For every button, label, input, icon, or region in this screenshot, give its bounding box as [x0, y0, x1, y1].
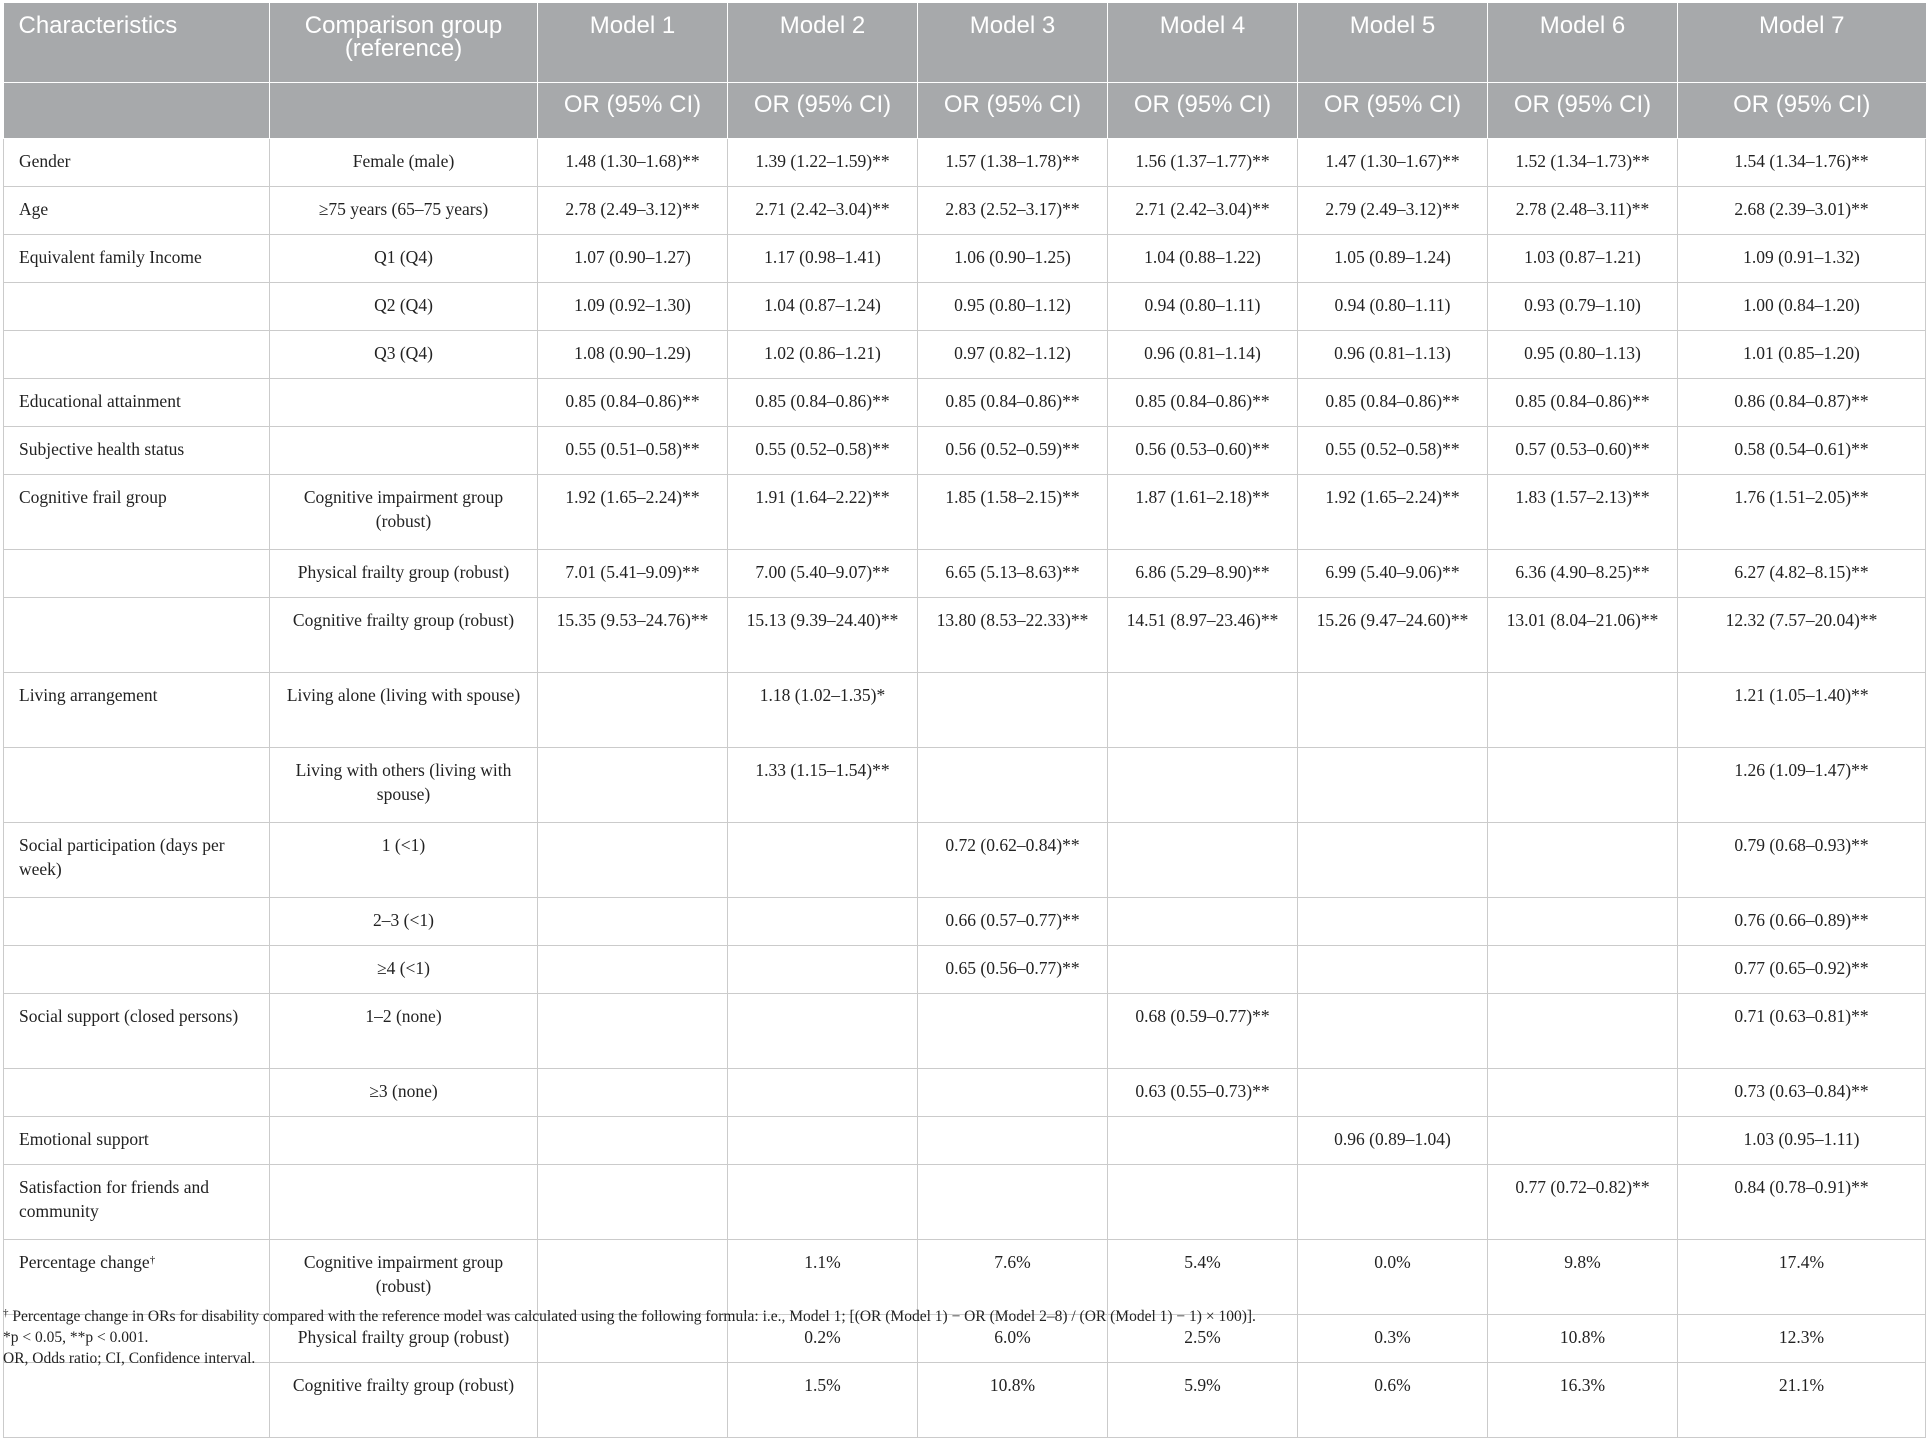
cell-model-4: [1108, 1117, 1298, 1165]
characteristic-label: Social support (closed persons): [19, 1006, 239, 1026]
cell-model-7: 0.73 (0.63–0.84)**: [1678, 1069, 1926, 1117]
cell-model-1: [538, 673, 728, 748]
header-blank: [4, 83, 270, 139]
cell-model-6: [1488, 994, 1678, 1069]
header-or-ci: OR (95% CI): [728, 83, 918, 139]
cell-model-3: 1.85 (1.58–2.15)**: [918, 475, 1108, 550]
header-model-3: Model 3: [918, 3, 1108, 83]
cell-model-2: 1.33 (1.15–1.54)**: [728, 748, 918, 823]
table-row: [4, 331, 1926, 379]
characteristic-label: Educational attainment: [19, 391, 181, 411]
cell-comparison-group: 1–2 (none): [270, 994, 538, 1069]
cell-model-6: [1488, 1117, 1678, 1165]
cell-model-7: 1.00 (0.84–1.20): [1678, 283, 1926, 331]
cell-model-1: [538, 1363, 728, 1438]
cell-model-4: [1108, 748, 1298, 823]
cell-model-1: [538, 1165, 728, 1240]
cell-comparison-group: Q3 (Q4): [270, 331, 538, 379]
cell-comparison-group: Physical frailty group (robust): [270, 1315, 538, 1363]
cell-model-6: [1488, 823, 1678, 898]
cell-model-6: 2.78 (2.48–3.11)**: [1488, 187, 1678, 235]
cell-comparison-group: Cognitive impairment group (robust): [270, 475, 538, 550]
cell-characteristic: [4, 1363, 270, 1438]
cell-model-4: [1108, 946, 1298, 994]
dagger-mark: †: [3, 1307, 9, 1319]
cell-model-7: 6.27 (4.82–8.15)**: [1678, 550, 1926, 598]
cell-comparison-group: 2–3 (<1): [270, 898, 538, 946]
header-model-5: Model 5: [1298, 3, 1488, 83]
cell-model-7: 0.77 (0.65–0.92)**: [1678, 946, 1926, 994]
cell-model-4: [1108, 673, 1298, 748]
characteristic-label: Emotional support: [19, 1129, 149, 1149]
cell-model-7: 0.84 (0.78–0.91)**: [1678, 1165, 1926, 1240]
table-row: [4, 598, 1926, 673]
odds-ratio-table: [3, 3, 1926, 1438]
table-row: [4, 898, 1926, 946]
cell-model-5: 1.92 (1.65–2.24)**: [1298, 475, 1488, 550]
cell-model-5: 0.3%: [1298, 1315, 1488, 1363]
cell-comparison-group: [270, 427, 538, 475]
cell-model-7: 1.21 (1.05–1.40)**: [1678, 673, 1926, 748]
cell-characteristic: [4, 748, 270, 823]
cell-model-3: [918, 673, 1108, 748]
cell-model-1: 1.07 (0.90–1.27): [538, 235, 728, 283]
cell-model-6: 13.01 (8.04–21.06)**: [1488, 598, 1678, 673]
footnote-abbreviations: OR, Odds ratio; CI, Confidence interval.: [3, 1350, 256, 1367]
cell-characteristic: [4, 550, 270, 598]
cell-model-7: 0.76 (0.66–0.89)**: [1678, 898, 1926, 946]
cell-characteristic: [4, 331, 270, 379]
cell-model-5: 0.96 (0.81–1.13): [1298, 331, 1488, 379]
cell-model-6: 0.77 (0.72–0.82)**: [1488, 1165, 1678, 1240]
cell-characteristic: [4, 235, 270, 283]
cell-characteristic: [4, 898, 270, 946]
cell-characteristic: [4, 673, 270, 748]
cell-model-1: 2.78 (2.49–3.12)**: [538, 187, 728, 235]
cell-comparison-group: Living with others (living with spouse): [270, 748, 538, 823]
cell-model-3: [918, 1165, 1108, 1240]
cell-model-4: 0.63 (0.55–0.73)**: [1108, 1069, 1298, 1117]
cell-model-3: [918, 748, 1108, 823]
table-header: [4, 3, 1926, 139]
cell-model-3: [918, 1069, 1108, 1117]
cell-model-2: 1.04 (0.87–1.24): [728, 283, 918, 331]
cell-model-2: [728, 823, 918, 898]
header-model-2: Model 2: [728, 3, 918, 83]
cell-model-3: 0.66 (0.57–0.77)**: [918, 898, 1108, 946]
characteristic-label: Cognitive frail group: [19, 487, 167, 507]
cell-model-4: 6.86 (5.29–8.90)**: [1108, 550, 1298, 598]
cell-model-3: 0.72 (0.62–0.84)**: [918, 823, 1108, 898]
header-subrow: [4, 83, 1926, 139]
table-row: [4, 235, 1926, 283]
cell-model-1: 15.35 (9.53–24.76)**: [538, 598, 728, 673]
table-row: [4, 139, 1926, 187]
cell-model-7: 1.54 (1.34–1.76)**: [1678, 139, 1926, 187]
header-or-ci: OR (95% CI): [1678, 83, 1926, 139]
header-model-4: Model 4: [1108, 3, 1298, 83]
header-comparison-group: Comparison group (reference): [270, 3, 538, 83]
cell-model-2: 0.85 (0.84–0.86)**: [728, 379, 918, 427]
cell-model-5: [1298, 823, 1488, 898]
cell-model-7: 0.71 (0.63–0.81)**: [1678, 994, 1926, 1069]
cell-model-1: 0.85 (0.84–0.86)**: [538, 379, 728, 427]
cell-model-4: 2.71 (2.42–3.04)**: [1108, 187, 1298, 235]
cell-model-5: 6.99 (5.40–9.06)**: [1298, 550, 1488, 598]
cell-comparison-group: Female (male): [270, 139, 538, 187]
cell-model-6: 9.8%: [1488, 1240, 1678, 1315]
cell-characteristic: [4, 823, 270, 898]
header-blank: [270, 83, 538, 139]
cell-comparison-group: [270, 379, 538, 427]
cell-comparison-group: Physical frailty group (robust): [270, 550, 538, 598]
header-characteristics: Characteristics: [4, 3, 270, 83]
cell-model-6: 0.95 (0.80–1.13): [1488, 331, 1678, 379]
cell-model-1: 7.01 (5.41–9.09)**: [538, 550, 728, 598]
cell-model-5: 1.47 (1.30–1.67)**: [1298, 139, 1488, 187]
cell-comparison-group: [270, 1117, 538, 1165]
cell-model-4: 0.68 (0.59–0.77)**: [1108, 994, 1298, 1069]
cell-model-4: 0.94 (0.80–1.11): [1108, 283, 1298, 331]
cell-comparison-group: ≥4 (<1): [270, 946, 538, 994]
cell-model-1: [538, 994, 728, 1069]
characteristic-label: Subjective health status: [19, 439, 185, 459]
cell-model-2: [728, 946, 918, 994]
cell-model-1: 1.09 (0.92–1.30): [538, 283, 728, 331]
cell-model-7: 1.76 (1.51–2.05)**: [1678, 475, 1926, 550]
cell-model-1: 1.92 (1.65–2.24)**: [538, 475, 728, 550]
footnote-text: Percentage change in ORs for disability compared with the reference model was calculated using the following formula: i.e., Model 1; [(OR (Model 1) − OR (Model 2–8) / (OR (Model 1) − 1) × 100)].: [8, 1308, 1256, 1325]
cell-model-4: 14.51 (8.97–23.46)**: [1108, 598, 1298, 673]
cell-model-4: 1.04 (0.88–1.22): [1108, 235, 1298, 283]
cell-model-1: 0.55 (0.51–0.58)**: [538, 427, 728, 475]
cell-model-6: 0.93 (0.79–1.10): [1488, 283, 1678, 331]
characteristic-label: Age: [19, 199, 49, 219]
header-or-ci: OR (95% CI): [918, 83, 1108, 139]
cell-model-7: 21.1%: [1678, 1363, 1926, 1438]
table-row: [4, 1363, 1926, 1438]
cell-model-2: 7.00 (5.40–9.07)**: [728, 550, 918, 598]
cell-characteristic: [4, 139, 270, 187]
cell-model-3: 0.97 (0.82–1.12): [918, 331, 1108, 379]
table-body: [4, 139, 1926, 1438]
cell-model-1: 1.08 (0.90–1.29): [538, 331, 728, 379]
cell-model-1: [538, 823, 728, 898]
cell-model-3: 0.95 (0.80–1.12): [918, 283, 1108, 331]
header-model-7: Model 7: [1678, 3, 1926, 83]
characteristic-label: Living arrangement: [19, 685, 158, 705]
cell-model-2: [728, 994, 918, 1069]
cell-model-1: [538, 748, 728, 823]
cell-model-2: 1.39 (1.22–1.59)**: [728, 139, 918, 187]
table-row: [4, 946, 1926, 994]
table-row: [4, 994, 1926, 1069]
cell-model-6: [1488, 1069, 1678, 1117]
cell-model-2: [728, 1165, 918, 1240]
cell-model-5: 0.85 (0.84–0.86)**: [1298, 379, 1488, 427]
cell-model-3: 13.80 (8.53–22.33)**: [918, 598, 1108, 673]
cell-model-7: 12.3%: [1678, 1315, 1926, 1363]
cell-model-6: [1488, 898, 1678, 946]
cell-comparison-group: 1 (<1): [270, 823, 538, 898]
table-row: [4, 673, 1926, 748]
cell-model-4: 1.56 (1.37–1.77)**: [1108, 139, 1298, 187]
table-row: [4, 550, 1926, 598]
cell-model-1: [538, 898, 728, 946]
cell-model-7: 0.86 (0.84–0.87)**: [1678, 379, 1926, 427]
table-row: [4, 748, 1926, 823]
cell-model-5: [1298, 1069, 1488, 1117]
cell-model-5: [1298, 946, 1488, 994]
cell-model-3: 0.65 (0.56–0.77)**: [918, 946, 1108, 994]
cell-model-3: 2.83 (2.52–3.17)**: [918, 187, 1108, 235]
cell-model-6: 1.83 (1.57–2.13)**: [1488, 475, 1678, 550]
cell-model-5: [1298, 1165, 1488, 1240]
characteristic-label: Satisfaction for friends and community: [19, 1177, 210, 1221]
cell-model-6: [1488, 673, 1678, 748]
footnote-percentage-change: [3, 1306, 1256, 1327]
header-model-6: Model 6: [1488, 3, 1678, 83]
cell-comparison-group: Q2 (Q4): [270, 283, 538, 331]
header-row: [4, 3, 1926, 83]
cell-model-3: [918, 994, 1108, 1069]
cell-model-4: [1108, 898, 1298, 946]
cell-model-2: [728, 1069, 918, 1117]
header-or-ci: OR (95% CI): [1108, 83, 1298, 139]
cell-model-3: 6.65 (5.13–8.63)**: [918, 550, 1108, 598]
cell-model-2: 1.5%: [728, 1363, 918, 1438]
cell-model-2: 15.13 (9.39–24.40)**: [728, 598, 918, 673]
cell-characteristic: [4, 187, 270, 235]
footnote-significance: *p < 0.05, **p < 0.001.: [3, 1329, 149, 1346]
cell-model-7: 1.03 (0.95–1.11): [1678, 1117, 1926, 1165]
cell-characteristic: [4, 1240, 270, 1315]
cell-model-5: 0.55 (0.52–0.58)**: [1298, 427, 1488, 475]
cell-model-2: 1.1%: [728, 1240, 918, 1315]
cell-characteristic: [4, 1117, 270, 1165]
cell-model-5: 1.05 (0.89–1.24): [1298, 235, 1488, 283]
cell-comparison-group: Cognitive frailty group (robust): [270, 1363, 538, 1438]
table-row: [4, 1165, 1926, 1240]
cell-model-2: [728, 898, 918, 946]
characteristic-label: Gender: [19, 151, 71, 171]
cell-model-5: [1298, 898, 1488, 946]
cell-characteristic: [4, 283, 270, 331]
cell-model-1: [538, 1069, 728, 1117]
cell-model-6: 6.36 (4.90–8.25)**: [1488, 550, 1678, 598]
cell-model-6: 0.57 (0.53–0.60)**: [1488, 427, 1678, 475]
cell-model-7: 1.09 (0.91–1.32): [1678, 235, 1926, 283]
cell-model-2: 1.17 (0.98–1.41): [728, 235, 918, 283]
cell-model-6: 0.85 (0.84–0.86)**: [1488, 379, 1678, 427]
cell-model-4: 0.56 (0.53–0.60)**: [1108, 427, 1298, 475]
cell-model-1: [538, 1117, 728, 1165]
table-row: [4, 823, 1926, 898]
cell-model-4: 2.5%: [1108, 1315, 1298, 1363]
cell-model-5: 15.26 (9.47–24.60)**: [1298, 598, 1488, 673]
cell-model-2: 1.91 (1.64–2.22)**: [728, 475, 918, 550]
cell-model-3: 7.6%: [918, 1240, 1108, 1315]
cell-model-5: 0.6%: [1298, 1363, 1488, 1438]
cell-model-6: 16.3%: [1488, 1363, 1678, 1438]
cell-model-4: 0.96 (0.81–1.14): [1108, 331, 1298, 379]
cell-model-5: [1298, 673, 1488, 748]
cell-characteristic: [4, 475, 270, 550]
cell-characteristic: [4, 379, 270, 427]
cell-model-5: 0.96 (0.89–1.04): [1298, 1117, 1488, 1165]
header-or-ci: OR (95% CI): [1298, 83, 1488, 139]
table-row: [4, 1240, 1926, 1315]
cell-model-2: 2.71 (2.42–3.04)**: [728, 187, 918, 235]
cell-model-2: 0.55 (0.52–0.58)**: [728, 427, 918, 475]
cell-model-5: [1298, 748, 1488, 823]
cell-characteristic: [4, 946, 270, 994]
characteristic-label: Percentage change: [19, 1252, 150, 1272]
cell-model-3: 0.85 (0.84–0.86)**: [918, 379, 1108, 427]
cell-model-6: 10.8%: [1488, 1315, 1678, 1363]
cell-model-3: 0.56 (0.52–0.59)**: [918, 427, 1108, 475]
cell-model-4: [1108, 1165, 1298, 1240]
cell-comparison-group: Cognitive frailty group (robust): [270, 598, 538, 673]
cell-characteristic: [4, 1165, 270, 1240]
cell-model-4: [1108, 823, 1298, 898]
cell-model-5: [1298, 994, 1488, 1069]
cell-characteristic: [4, 598, 270, 673]
cell-model-7: 12.32 (7.57–20.04)**: [1678, 598, 1926, 673]
table-row: [4, 283, 1926, 331]
cell-model-3: [918, 1117, 1108, 1165]
table-row: [4, 427, 1926, 475]
cell-comparison-group: Living alone (living with spouse): [270, 673, 538, 748]
cell-model-7: 0.58 (0.54–0.61)**: [1678, 427, 1926, 475]
cell-comparison-group: [270, 1165, 538, 1240]
characteristic-label: Equivalent family Income: [19, 247, 202, 267]
table-footnotes: [3, 1306, 1256, 1369]
cell-model-5: 0.94 (0.80–1.11): [1298, 283, 1488, 331]
cell-model-1: 1.48 (1.30–1.68)**: [538, 139, 728, 187]
cell-model-2: 0.2%: [728, 1315, 918, 1363]
cell-comparison-group: Q1 (Q4): [270, 235, 538, 283]
cell-model-7: 17.4%: [1678, 1240, 1926, 1315]
table-row: [4, 475, 1926, 550]
cell-comparison-group: Cognitive impairment group (robust): [270, 1240, 538, 1315]
header-or-ci: OR (95% CI): [1488, 83, 1678, 139]
cell-model-3: 1.06 (0.90–1.25): [918, 235, 1108, 283]
cell-model-2: 1.02 (0.86–1.21): [728, 331, 918, 379]
cell-model-7: 1.01 (0.85–1.20): [1678, 331, 1926, 379]
table-row: [4, 1117, 1926, 1165]
table-row: [4, 1069, 1926, 1117]
cell-model-6: 1.52 (1.34–1.73)**: [1488, 139, 1678, 187]
cell-model-3: 10.8%: [918, 1363, 1108, 1438]
cell-model-3: 1.57 (1.38–1.78)**: [918, 139, 1108, 187]
cell-model-5: 0.0%: [1298, 1240, 1488, 1315]
cell-model-6: 1.03 (0.87–1.21): [1488, 235, 1678, 283]
cell-model-6: [1488, 946, 1678, 994]
cell-model-4: 1.87 (1.61–2.18)**: [1108, 475, 1298, 550]
table-row: [4, 379, 1926, 427]
cell-model-2: [728, 1117, 918, 1165]
cell-model-6: [1488, 748, 1678, 823]
cell-model-5: 2.79 (2.49–3.12)**: [1298, 187, 1488, 235]
header-or-ci: OR (95% CI): [538, 83, 728, 139]
cell-model-7: 1.26 (1.09–1.47)**: [1678, 748, 1926, 823]
dagger-mark: †: [149, 1254, 156, 1266]
header-model-1: Model 1: [538, 3, 728, 83]
cell-model-4: 5.4%: [1108, 1240, 1298, 1315]
cell-characteristic: [4, 1069, 270, 1117]
cell-model-7: 0.79 (0.68–0.93)**: [1678, 823, 1926, 898]
cell-characteristic: [4, 994, 270, 1069]
cell-characteristic: [4, 427, 270, 475]
cell-model-4: 5.9%: [1108, 1363, 1298, 1438]
cell-model-1: [538, 1240, 728, 1315]
cell-comparison-group: ≥75 years (65–75 years): [270, 187, 538, 235]
cell-model-2: 1.18 (1.02–1.35)*: [728, 673, 918, 748]
cell-comparison-group: ≥3 (none): [270, 1069, 538, 1117]
cell-model-3: 6.0%: [918, 1315, 1108, 1363]
cell-model-4: 0.85 (0.84–0.86)**: [1108, 379, 1298, 427]
cell-model-7: 2.68 (2.39–3.01)**: [1678, 187, 1926, 235]
table-row: [4, 187, 1926, 235]
cell-model-1: [538, 946, 728, 994]
characteristic-label: Social participation (days per week): [19, 835, 225, 879]
